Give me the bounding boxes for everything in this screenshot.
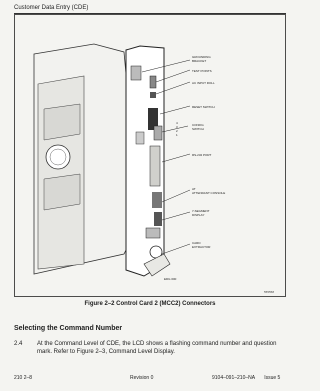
callout-reset-switch: RESET SWITCH	[192, 105, 215, 109]
callout-config-switch-2: SWITCH	[192, 127, 204, 131]
callout-ac-input-roll: AC INPUT ROLL	[192, 81, 215, 85]
paragraph-number: 2.4	[14, 341, 23, 347]
switch-digit-4: 4	[176, 121, 178, 125]
callout-attendant-console-1: AT	[192, 187, 196, 191]
footer-page: 210 2–8	[14, 375, 33, 381]
footer-issue: Issue 5	[264, 375, 281, 381]
header-title: Customer Data Entry (CDE)	[14, 5, 89, 11]
paragraph-text: At the Command Level of CDE, the LCD shows a flashing command number and question mark. Refer to Figure 2–3, Command Level Display.	[37, 341, 277, 355]
callout-edge-mark: EDG 000	[164, 277, 177, 281]
switch-digit-2: 2	[176, 129, 178, 133]
callout-test-points: TEST POINTS	[192, 69, 212, 73]
switch-digit-3: 3	[176, 125, 178, 129]
callout-config-switch-1: CONFIG	[192, 123, 204, 127]
callout-attendant-console-2: ATTENDANT CONSOLE	[192, 191, 226, 195]
control-card-illustration	[14, 14, 286, 297]
figure-caption: Figure 2–2 Control Card 2 (MCC2) Connectors	[84, 301, 216, 307]
switch-digit-1: 1	[176, 133, 178, 137]
callout-grounding-bracket-2: BRACKET	[192, 59, 207, 63]
callout-segment-display-2: DISPLAY	[192, 213, 205, 217]
callout-grounding-bracket-1: GROUNDING	[192, 55, 211, 59]
section-heading: Selecting the Command Number	[14, 325, 123, 332]
footer-doc-number: 9104–091–210–NA	[212, 375, 255, 381]
footer-doc-issue	[212, 375, 280, 381]
callout-segment-display-1: 7-SEGMENT	[192, 209, 210, 213]
figure-id: 555558	[264, 290, 275, 294]
figure-control-card	[14, 14, 286, 297]
callout-card-extractor-2: EXTRACTOR	[192, 245, 211, 249]
callout-rs232-port: RS-232 PORT	[192, 153, 212, 157]
callout-card-extractor-1: CARD	[192, 241, 201, 245]
footer-revision: Revision 0	[130, 375, 154, 381]
